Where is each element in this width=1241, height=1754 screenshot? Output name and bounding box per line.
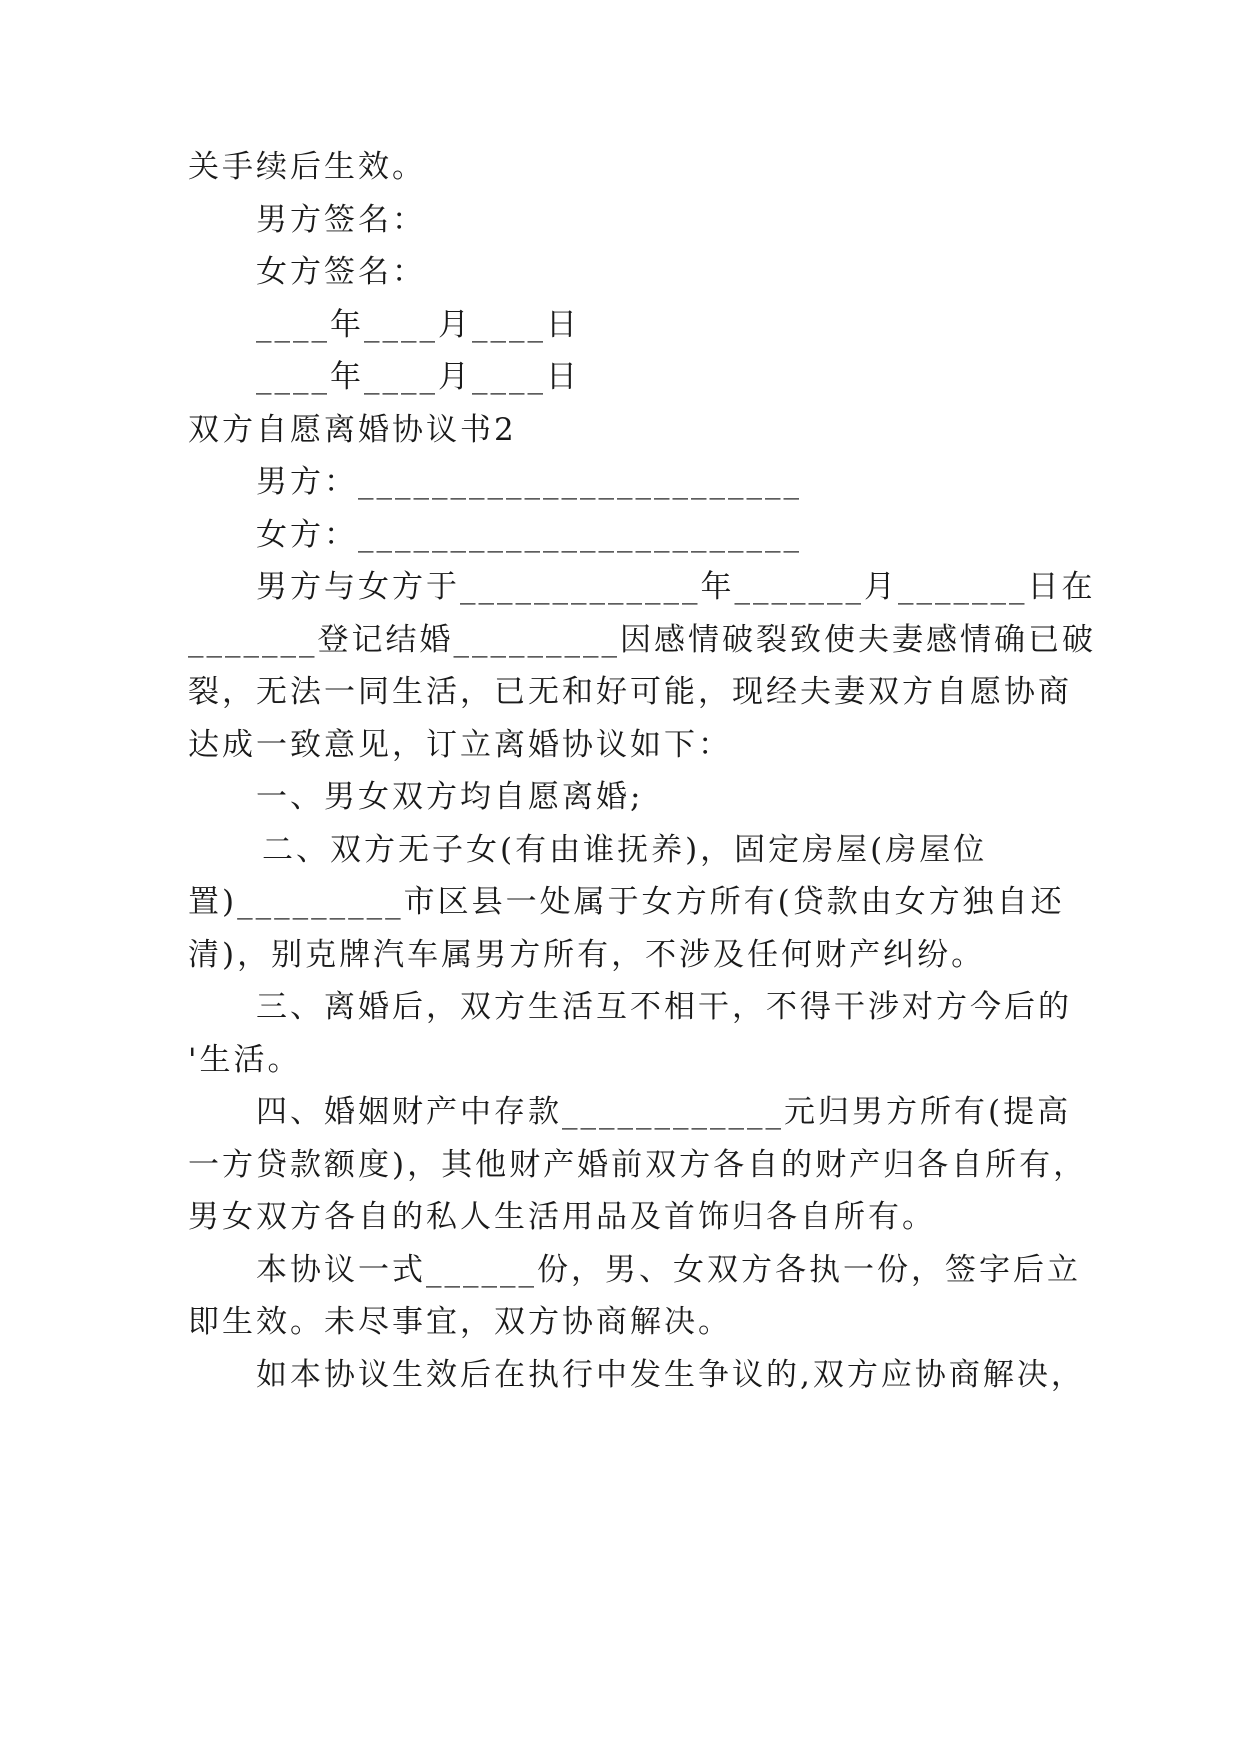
female-name-field: 女方：________________________	[256, 517, 802, 553]
clause-line: 三、离婚后，双方生活互不相干，不得干涉对方今后的	[256, 989, 1072, 1025]
male-name-field: 男方：________________________	[256, 464, 802, 500]
paragraph-line: 即生效。未尽事宜，双方协商解决。	[188, 1304, 732, 1340]
paragraph-line: 男方与女方于_____________年_______月_______日在	[256, 569, 1096, 605]
paragraph-line: 裂，无法一同生活，已无和好可能，现经夫妻双方自愿协商	[188, 674, 1072, 710]
paragraph-line: 本协议一式______份，男、女双方各执一份，签字后立	[256, 1252, 1081, 1288]
paragraph-line: 达成一致意见，订立离婚协议如下：	[188, 727, 732, 763]
female-signature-label: 女方签名：	[256, 254, 426, 290]
clause-line: 二、双方无子女(有由谁抚养)，固定房屋(房屋位	[262, 832, 988, 868]
clause-line: 清)，别克牌汽车属男方所有，不涉及任何财产纠纷。	[188, 937, 986, 973]
date-line: ____年____月____日	[256, 307, 580, 343]
clause-line: 置)_________市区县一处属于女方所有(贷款由女方独自还	[188, 884, 1065, 920]
paragraph-line: _______登记结婚_________因感情破裂致使夫妻感情确已破	[188, 622, 1096, 658]
date-line: ____年____月____日	[256, 359, 580, 395]
paragraph-line: 如本协议生效后在执行中发生争议的,双方应协商解决，	[256, 1357, 1085, 1393]
clause-line: '生活。	[188, 1042, 302, 1078]
section-title: 双方自愿离婚协议书2	[188, 412, 517, 448]
male-signature-label: 男方签名：	[256, 202, 426, 238]
text-line: 关手续后生效。	[188, 149, 426, 185]
clause-line: 四、婚姻财产中存款____________元归男方所有(提高	[256, 1094, 1072, 1130]
clause-line: 一、男女双方均自愿离婚;	[256, 779, 644, 815]
clause-line: 一方贷款额度)，其他财产婚前双方各自的财产归各自所有，	[188, 1147, 1088, 1183]
clause-line: 男女双方各自的私人生活用品及首饰归各自所有。	[188, 1199, 936, 1235]
